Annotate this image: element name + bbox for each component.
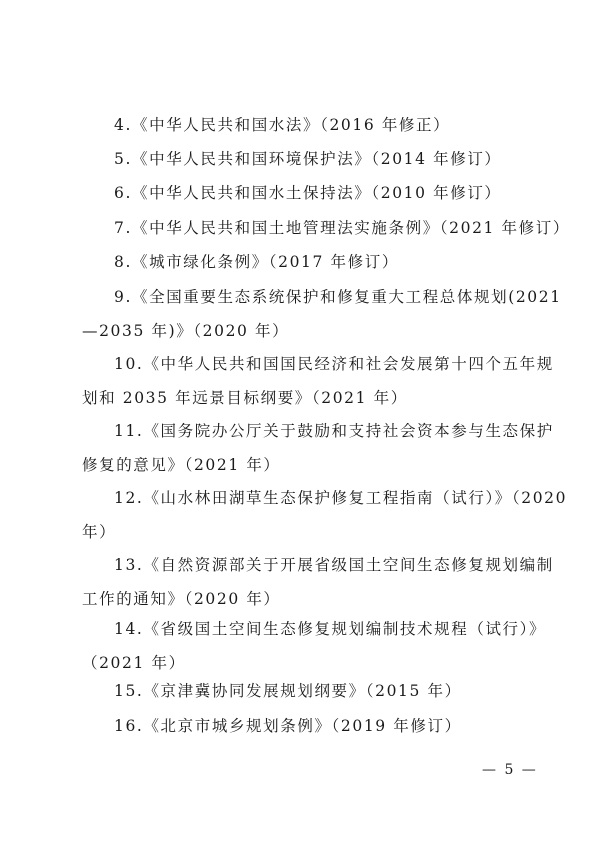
- list-item-5: [82, 142, 532, 176]
- list-item-line: 14.《省级国土空间生态修复规划编制技术规程（试行）》: [114, 620, 547, 638]
- list-item-line: 13.《自然资源部关于开展省级国土空间生态修复规划编制: [114, 556, 554, 574]
- list-item-line: 工作的通知》（2020 年）: [82, 590, 281, 608]
- list-item-12: [82, 481, 568, 549]
- list-item-line: 年）: [82, 523, 117, 541]
- list-item-line: 10.《中华人民共和国国民经济和社会发展第十四个五年规: [114, 355, 554, 373]
- list-item-4: [82, 108, 532, 142]
- list-item-7: [82, 211, 570, 245]
- list-item-16: [82, 709, 532, 743]
- list-item-9: [82, 280, 562, 348]
- list-item-line: 12.《山水林田湖草生态保护修复工程指南（试行）》（2020: [114, 489, 568, 507]
- list-item-line: 8.《城市绿化条例》（2017 年修订）: [114, 253, 399, 271]
- list-item-line: 15.《京津冀协同发展规划纲要》（2015 年）: [114, 682, 462, 700]
- list-item-10: [82, 347, 554, 415]
- list-item-line: 16.《北京市城乡规划条例》（2019 年修订）: [114, 717, 462, 735]
- page-number: — 5 —: [482, 762, 538, 778]
- list-item-line: 4.《中华人民共和国水法》（2016 年修正）: [114, 116, 451, 134]
- list-item-11: [82, 414, 554, 482]
- list-item-line: 9.《全国重要生态系统保护和修复重大工程总体规划(2021: [114, 288, 562, 306]
- list-item-line: 11.《国务院办公厅关于鼓励和支持社会资本参与生态保护: [114, 422, 554, 440]
- list-item-15: [82, 674, 532, 708]
- list-item-14: [82, 612, 547, 680]
- list-item-line: 划和 2035 年远景目标纲要》（2021 年）: [82, 389, 408, 407]
- list-item-line: （2021 年）: [82, 654, 186, 672]
- list-item-8: [82, 245, 532, 279]
- list-item-line: 5.《中华人民共和国环境保护法》（2014 年修订）: [114, 150, 502, 168]
- list-item-6: [82, 176, 532, 210]
- list-item-line: 7.《中华人民共和国土地管理法实施条例》（2021 年修订）: [114, 219, 570, 237]
- list-item-line: 修复的意见》（2021 年）: [82, 456, 281, 474]
- list-item-13: [82, 548, 554, 616]
- list-item-line: 6.《中华人民共和国水土保持法》（2010 年修订）: [114, 184, 502, 202]
- list-item-line: —2035 年)》（2020 年）: [82, 322, 290, 340]
